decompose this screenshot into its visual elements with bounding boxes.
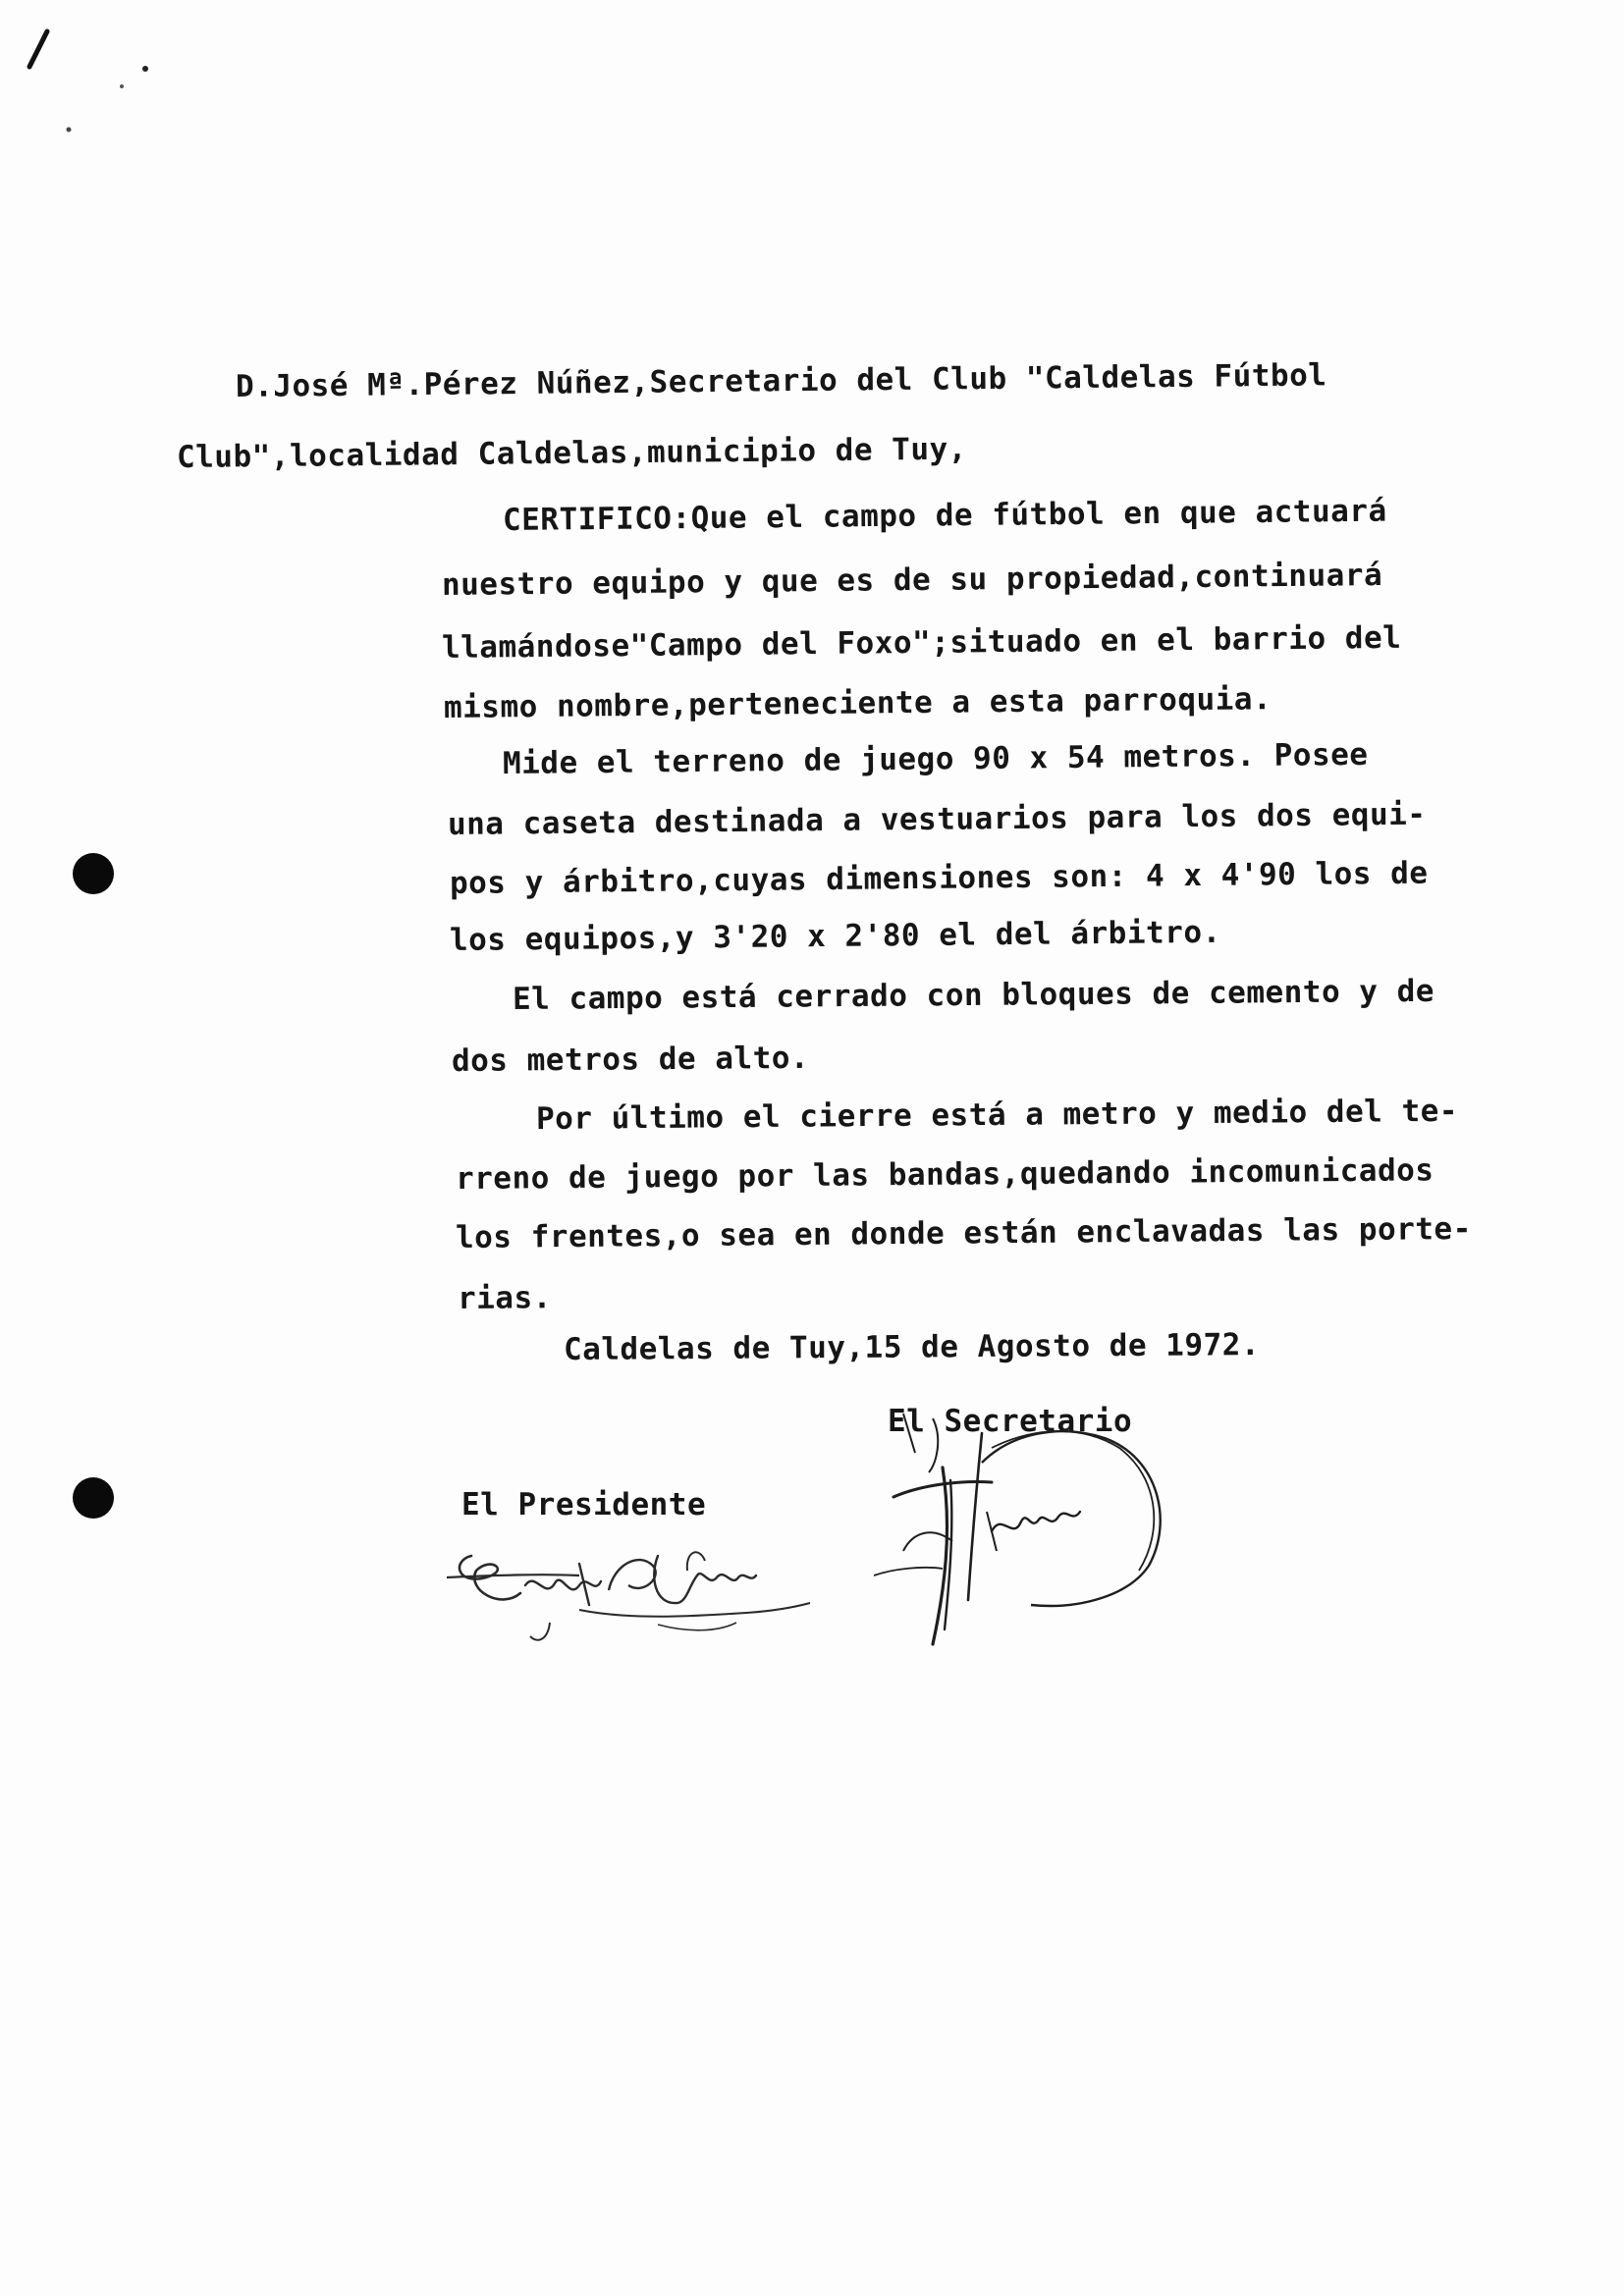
body-line: una caseta destinada a vestuarios para los dos equi- [447,796,1427,842]
body-line: Mide el terreno de juego 90 x 54 metros. Posee [502,736,1369,781]
punch-hole-bottom [73,1477,114,1519]
body-line: rias. [457,1280,552,1316]
header-line: D.José Mª.Pérez Núñez,Secretario del Club "Caldelas Fútbol [235,357,1327,404]
body-line: dos metros de alto. [451,1040,810,1079]
body-line: rreno de juego por las bandas,quedando incomunicados [455,1152,1435,1197]
president-label: El Presidente [461,1487,707,1522]
body-line: nuestro equipo y que es de su propiedad,continuará [441,557,1383,603]
secretary-signature [835,1394,1188,1659]
body-line: los equipos,y 3'20 x 2'80 el del árbitro. [449,914,1221,958]
body-line: El campo está cerrado con bloques de cemento y de [512,973,1435,1017]
secretary-label: El Secretario [888,1404,1133,1439]
header-line: Club",localidad Caldelas,municipio de Tuy, [176,431,968,475]
punch-hole-top [73,853,114,894]
body-line: Por último el cierre está a metro y medio del te- [535,1093,1459,1137]
body-line: pos y árbitro,cuyas dimensiones son: 4 x 4'90 los de [449,855,1429,901]
date-line: Caldelas de Tuy,15 de Agosto de 1972. [563,1327,1261,1367]
body-line: mismo nombre,perteneciente a esta parroquia. [443,681,1272,725]
corner-stroke-mark [0,0,196,157]
body-line: CERTIFICO:Que el campo de fútbol en que actuará [502,493,1387,538]
body-line: llamándose"Campo del Foxo";situado en el barrio del [441,619,1402,666]
body-line: los frentes,o sea en donde están enclavadas las porte- [455,1210,1472,1255]
president-signature [432,1517,844,1664]
